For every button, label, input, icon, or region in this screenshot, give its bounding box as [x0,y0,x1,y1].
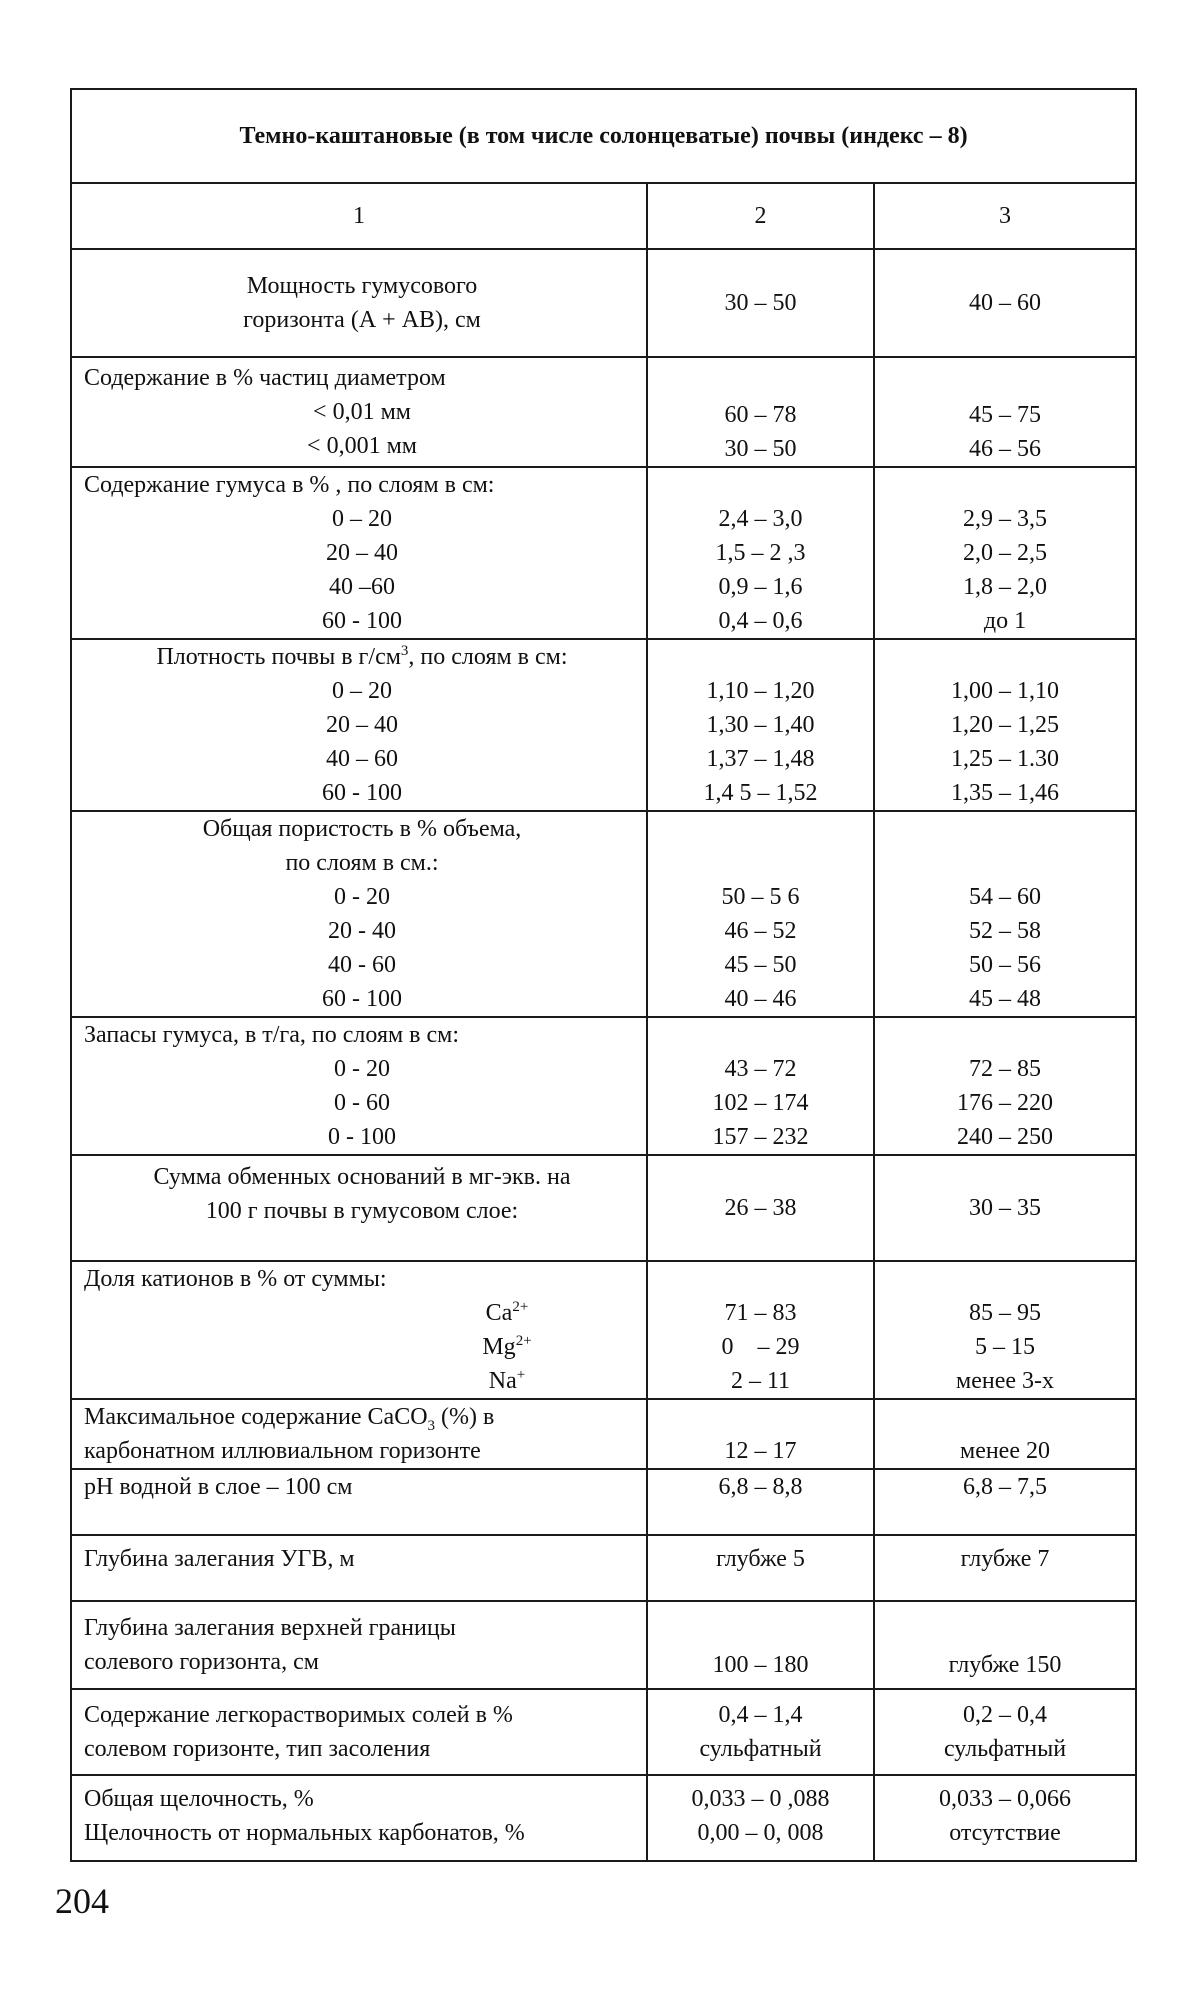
value-line: 0,033 – 0 ,088 [691,1786,830,1812]
value-line: 40 – 46 [724,986,797,1012]
value-line: 0,9 – 1,6 [718,574,803,600]
value-col2 [647,467,874,639]
label-line: Глубина залегания верхней границы [84,1615,456,1641]
label-line: 0 - 100 [328,1124,396,1150]
value-col2 [647,811,874,1017]
value-line: 54 – 60 [969,884,1041,910]
value-line: 157 – 232 [712,1124,809,1150]
value-line: 30 – 50 [724,436,797,462]
value-col3 [874,1399,1136,1469]
table-row [71,639,1136,811]
value-line: сульфатный [943,1736,1067,1762]
label-line: Содержание гумуса в % , по слоям в см: [84,472,495,498]
label-line: 20 – 40 [326,540,398,566]
label-line: по слоям в см.: [285,850,439,876]
label-line: 60 - 100 [322,780,402,806]
column-header-1: 1 [71,183,647,249]
value-line: менее 3-х [956,1368,1054,1394]
label-line: 60 - 100 [322,608,402,634]
value-line: 72 – 85 [969,1056,1041,1082]
value-line: менее 20 [960,1438,1050,1464]
value-line: 46 – 56 [969,436,1041,462]
column-header-2: 2 [647,183,874,249]
label-line [84,1296,640,1330]
value-line: 1,5 – 2 ,3 [715,540,806,566]
label-line: Общая щелочность, % [84,1786,314,1812]
value-line: 102 – 174 [712,1090,809,1116]
value-col2 [647,639,874,811]
table-row [71,1775,1136,1861]
value-line: 52 – 58 [969,918,1041,944]
label-line: 40 - 60 [328,952,396,978]
value-line: 0,4 – 0,6 [718,608,803,634]
label-text: (%) в [435,1404,495,1430]
label-line: 0 - 60 [334,1090,390,1116]
label-line [84,640,640,674]
value-col3 [874,1155,1136,1261]
table-row [71,467,1136,639]
value-line: 2,4 – 3,0 [718,506,803,532]
value-line: 30 – 50 [724,290,797,316]
label-line: солевого горизонта, см [84,1649,319,1675]
table-row [71,1155,1136,1261]
label-text: Максимальное содержание CaCO [84,1404,428,1430]
row-label [71,249,647,357]
value-line: 0,2 – 0,4 [963,1702,1047,1728]
label-line: Щелочность от нормальных карбонатов, % [84,1820,525,1846]
value-line: 26 – 38 [724,1195,797,1221]
table-row [71,1399,1136,1469]
value-col3 [874,811,1136,1017]
table-row [71,1689,1136,1775]
value-col2 [647,1399,874,1469]
label-line [84,1364,640,1398]
label-line: Содержание в % частиц диаметром [84,365,446,391]
column-header-row [71,183,1136,249]
label-line: карбонатном иллювиальном горизонте [84,1438,481,1464]
value-line: 0,4 – 1,4 [718,1702,803,1728]
value-line: 45 – 48 [969,986,1041,1012]
superscript: 2+ [512,1299,529,1315]
label-line: < 0,01 мм [313,399,411,425]
value-line: до 1 [983,608,1027,634]
table-row [71,1469,1136,1535]
value-col3 [874,1689,1136,1775]
table-row [71,1261,1136,1399]
row-label [71,1017,647,1155]
superscript: 2+ [515,1333,532,1349]
value-line: 0,033 – 0,066 [939,1786,1071,1812]
value-line: 71 – 83 [724,1300,797,1326]
table-row [71,249,1136,357]
value-col3 [874,1535,1136,1601]
label-line: Общая пористость в % объема, [202,816,522,842]
label-text: , по слоям в см: [408,644,568,670]
value-line: 60 – 78 [724,402,797,428]
label-line: 40 –60 [329,574,395,600]
row-label [71,467,647,639]
value-line: глубже 150 [948,1652,1062,1678]
label-line: Содержание легкорастворимых солей в % [84,1702,513,1728]
soil-properties-table [70,88,1137,1862]
label-line: Запасы гумуса, в т/га, по слоям в см: [84,1022,460,1048]
value-col2 [647,1601,874,1689]
label-line [84,1400,640,1434]
label-line: < 0,001 мм [307,433,417,459]
value-line: глубже 7 [960,1546,1050,1572]
value-line: сульфатный [699,1736,822,1762]
value-line: 240 – 250 [957,1124,1053,1150]
label-line: pH водной в слое – 100 см [84,1474,353,1500]
value-line: 1,25 – 1.30 [951,746,1059,772]
value-line: 6,8 – 8,8 [718,1474,803,1500]
value-line: 1,00 – 1,10 [951,678,1059,704]
row-label [71,357,647,467]
value-col2 [647,1775,874,1861]
value-line: 5 – 15 [975,1334,1035,1360]
superscript: + [516,1367,526,1383]
value-col2 [647,1469,874,1535]
value-col3 [874,639,1136,811]
value-col3 [874,1261,1136,1399]
value-line: 1,37 – 1,48 [706,746,815,772]
value-line: 1,4 5 – 1,52 [703,780,818,806]
ion-na: Na [488,1368,517,1394]
label-line: 100 г почвы в гумусовом слое: [205,1198,519,1224]
value-col3 [874,1775,1136,1861]
table-row [71,1601,1136,1689]
ion-ca: Ca [485,1300,513,1326]
label-line: 0 – 20 [332,678,392,704]
value-col3 [874,467,1136,639]
value-col3 [874,1469,1136,1535]
value-col3 [874,1601,1136,1689]
column-header-3: 3 [874,183,1136,249]
value-line: 1,35 – 1,46 [951,780,1059,806]
value-line: 1,8 – 2,0 [963,574,1047,600]
subscript: 3 [427,1417,436,1434]
row-label [71,1689,647,1775]
value-line: 1,10 – 1,20 [706,678,815,704]
label-line: 60 - 100 [322,986,402,1012]
value-line: 176 – 220 [957,1090,1053,1116]
label-text: Плотность почвы в г/см [156,644,401,670]
value-line: 50 – 56 [969,952,1041,978]
label-line: Мощность гумусового [246,273,478,299]
ion-mg: Mg [482,1334,516,1360]
value-line: глубже 5 [716,1546,805,1572]
value-line: 1,20 – 1,25 [951,712,1059,738]
value-line: 40 – 60 [969,290,1041,316]
label-line: 0 – 20 [332,506,392,532]
value-col3 [874,249,1136,357]
value-line: 0,00 – 0, 008 [697,1820,824,1846]
value-col2 [647,1155,874,1261]
table-row [71,811,1136,1017]
row-label [71,1155,647,1261]
value-line: 45 – 75 [969,402,1041,428]
row-label [71,1261,647,1399]
label-line: 0 - 20 [334,1056,390,1082]
value-line: 0 – 29 [721,1334,800,1360]
value-col2 [647,1017,874,1155]
value-col3 [874,1017,1136,1155]
value-line: 50 – 5 6 [721,884,800,910]
row-label [71,1399,647,1469]
value-line: отсутствие [949,1820,1061,1846]
label-line: 0 - 20 [334,884,390,910]
row-label [71,1601,647,1689]
row-label [71,811,647,1017]
value-line: 45 – 50 [724,952,797,978]
label-line: Доля катионов в % от суммы: [84,1266,387,1292]
label-line: солевом горизонте, тип засоления [84,1736,431,1762]
label-line: 20 – 40 [326,712,398,738]
value-line: 85 – 95 [969,1300,1041,1326]
value-line: 2 – 11 [730,1368,791,1394]
label-line: 40 – 60 [326,746,398,772]
value-col2 [647,357,874,467]
row-label [71,1469,647,1535]
table-row [71,1017,1136,1155]
table-row [71,1535,1136,1601]
page-number: 204 [55,1881,109,1921]
value-line: 2,0 – 2,5 [963,540,1047,566]
value-line: 43 – 72 [724,1056,797,1082]
value-col2 [647,1689,874,1775]
value-line: 2,9 – 3,5 [963,506,1047,532]
value-line: 46 – 52 [724,918,797,944]
row-label [71,639,647,811]
table-title-row [71,89,1136,183]
value-col2 [647,1535,874,1601]
value-col3 [874,357,1136,467]
value-line: 12 – 17 [724,1438,797,1464]
label-line: Сумма обменных оснований в мг-экв. на [153,1164,571,1190]
value-col2 [647,1261,874,1399]
label-line: Глубина залегания УГВ, м [84,1546,355,1572]
row-label [71,1535,647,1601]
label-line: горизонта (А + АВ), см [243,307,481,333]
row-label [71,1775,647,1861]
table-row [71,357,1136,467]
table-title: Темно-каштановые (в том числе солонцеватые) почвы (индекс – 8) [71,89,1136,183]
label-line [84,1330,640,1364]
label-line: 20 - 40 [328,918,396,944]
value-col2 [647,249,874,357]
superscript: 3 [400,643,409,659]
value-line: 1,30 – 1,40 [706,712,815,738]
value-line: 100 – 180 [712,1652,809,1678]
value-line: 30 – 35 [969,1195,1041,1221]
value-line: 6,8 – 7,5 [963,1474,1047,1500]
